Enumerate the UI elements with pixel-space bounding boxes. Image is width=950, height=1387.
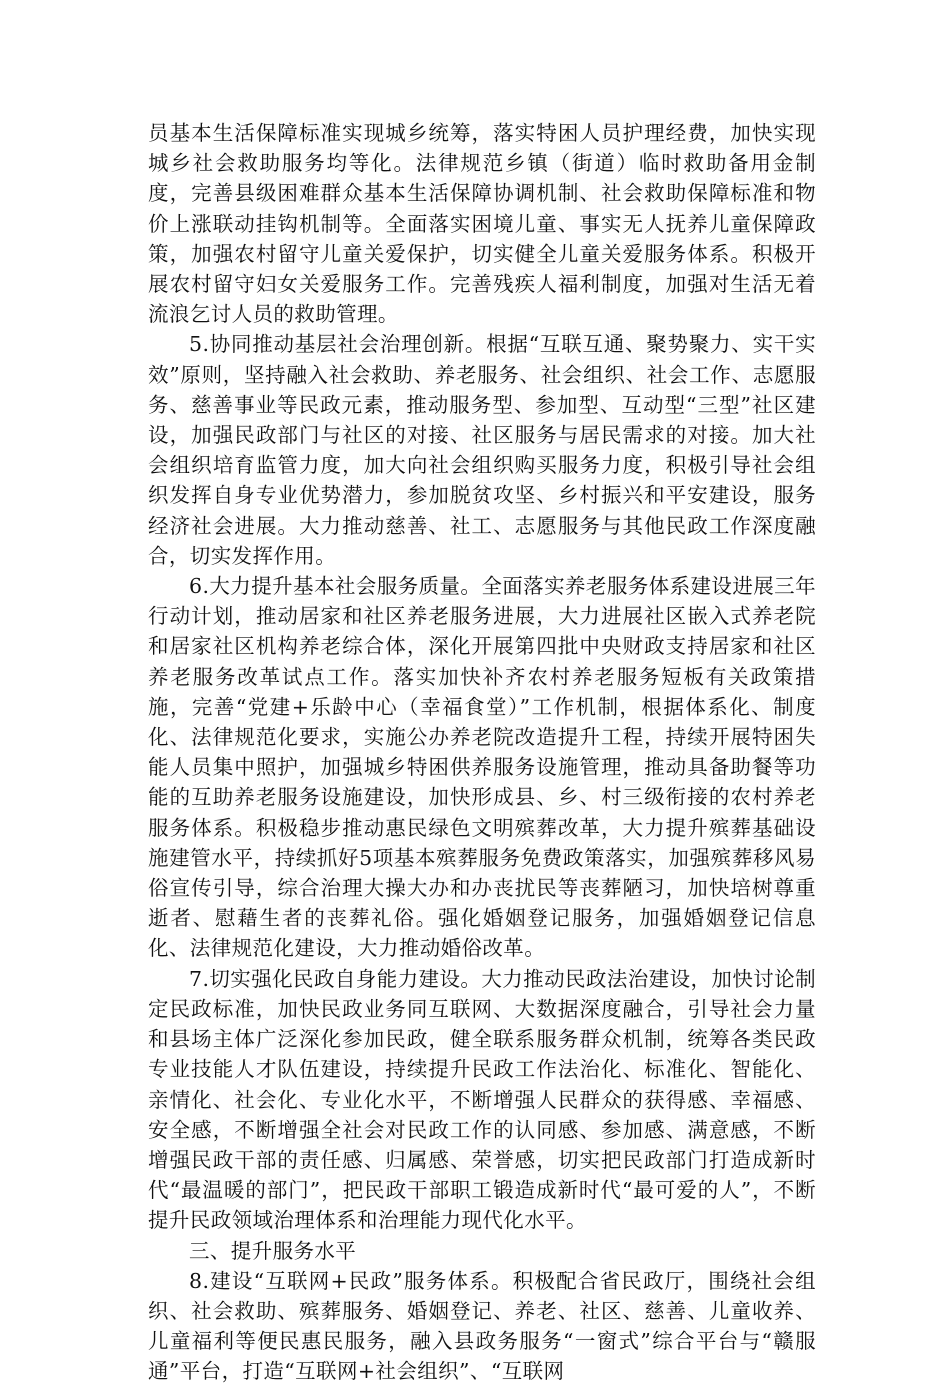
paragraph-item-6: 6.大力提升基本社会服务质量。全面落实养老服务体系建设进展三年行动计划，推动居家和社区养老服务进展，大力进展社区嵌入式养老院和居家社区机构养老综合体，深化开展第四批中央财政支持居家和社区养老服务改革试点工作。落实加快补齐农村养老服务短板有关政策措施，完善“党建+乐龄中心（幸福食堂）”工作机制，根据体系化、制度化、法律规范化要求，实施公办养老院改造提升工程，持续开展特困失能人员集中照护，加强城乡特困供养服务设施管理，推动具备助餐等功能的互助养老服务设施建设，加快形成县、乡、村三级衔接的农村养老服务体系。积极稳步推动惠民绿色文明殡葬改革，大力提升殡葬基础设施建管水平，持续抓好5项基本殡葬服务免费政策落实，加强殡葬移风易俗宣传引导，综合治理大操大办和办丧扰民等丧葬陋习，加快培树尊重逝者、慰藉生者的丧葬礼俗。强化婚姻登记服务，加强婚姻登记信息化、法律规范化建设，大力推动婚俗改革。	[148, 574, 816, 961]
paragraph-item-8: 8.建设“互联网+民政”服务体系。积极配合省民政厅，围绕社会组织、社会救助、殡葬服务、婚姻登记、养老、社区、慈善、儿童收养、儿童福利等便民惠民服务，融入县政务服务“一窗式”综合平台与“赣服通”平台，打造“互联网+社会组织”、“互联网	[148, 1268, 816, 1384]
paragraph-continuation: 员基本生活保障标准实现城乡统筹，落实特困人员护理经费，加快实现城乡社会救助服务均等化。法律规范乡镇（街道）临时救助备用金制度，完善县级困难群众基本生活保障协调机制、社会救助保障标准和物价上涨联动挂钩机制等。全面落实困境儿童、事实无人抚养儿童保障政策，加强农村留守儿童关爱保护，切实健全儿童关爱服务体系。积极开展农村留守妇女关爱服务工作。完善残疾人福利制度，加强对生活无着流浪乞讨人员的救助管理。	[148, 121, 816, 327]
paragraph-item-7: 7.切实强化民政自身能力建设。大力推动民政法治建设，加快讨论制定民政标准，加快民政业务同互联网、大数据深度融合，引导社会力量和县场主体广泛深化参加民政，健全联系服务群众机制，统筹各类民政专业技能人才队伍建设，持续提升民政工作法治化、标准化、智能化、亲情化、社会化、专业化水平，不断增强人民群众的获得感、幸福感、安全感，不断增强全社会对民政工作的认同感、参加感、满意感，不断增强民政干部的责任感、归属感、荣誉感，切实把民政部门打造成新时代“最温暖的部门”，把民政干部职工锻造成新时代“最可爱的人”，不断提升民政领域治理体系和治理能力现代化水平。	[148, 966, 816, 1233]
section-heading-3: 三、提升服务水平	[189, 1238, 357, 1263]
paragraph-item-5: 5.协同推动基层社会治理创新。根据“互联互通、聚势聚力、实干实效”原则，坚持融入社会救助、养老服务、社会组织、社会工作、志愿服务、慈善事业等民政元素，推动服务型、参加型、互动型“三型”社区建设，加强民政部门与社区的对接、社区服务与居民需求的对接。加大社会组织培育监管力度，加大向社会组织购买服务力度，积极引导社会组织发挥自身专业优势潜力，参加脱贫攻坚、乡村振兴和平安建设，服务经济社会进展。大力推动慈善、社工、志愿服务与其他民政工作深度融合，切实发挥作用。	[148, 332, 816, 568]
document-body	[148, 118, 816, 1387]
